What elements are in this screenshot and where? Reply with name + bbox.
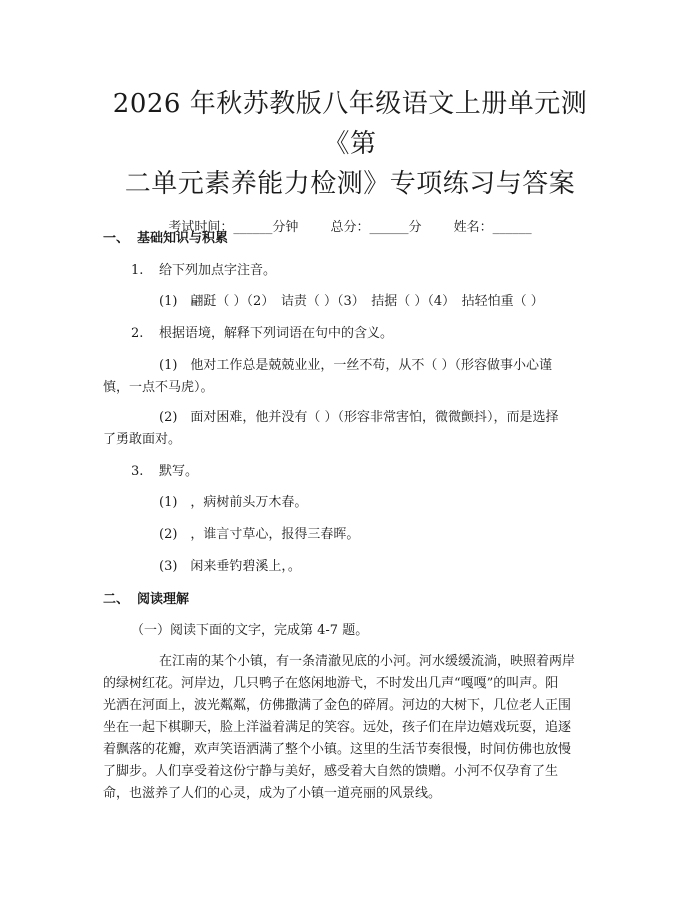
question-1-options: (1) 翩跹（ ）（2） 诘责（ ）（3） 拮据（ ）（4） 拈轻怕重（ ）: [159, 294, 544, 309]
question-2-sub-2: [103, 408, 597, 428]
passage-line-5: 着飘落的花瓣，欢声笑语洒满了整个小镇。这里的生活节奏很慢，时间仿佛也放慢: [103, 742, 572, 757]
question-3-number: 3.: [131, 464, 144, 479]
question-2-sub-1: [103, 356, 597, 376]
question-3-sub-2-text: (2) ，谁言寸草心，报得三春晖。: [159, 527, 360, 542]
question-2-sub-1-line-2: 慎，一点不马虎）。: [103, 380, 214, 395]
question-2-sub-1-cont: [103, 378, 597, 398]
title-line-2: 二单元素养能力检测》专项练习与答案: [124, 169, 576, 199]
student-name-field: 姓名：______: [453, 220, 532, 235]
section-2-title: 阅读理解: [137, 592, 190, 607]
question-2-number: 2.: [131, 326, 144, 341]
title-line-1: 2026 年秋苏教版八年级语文上册单元测《第: [112, 89, 588, 159]
exam-time-field: 考试时间：______分钟: [168, 220, 299, 235]
question-2-text: 根据语境，解释下列词语在句中的含义。: [159, 326, 394, 341]
question-2-sub-2-line-1: (2) 面对困难，他并没有（ ）（形容非常害怕，微微颤抖），而是选择: [159, 410, 559, 425]
passage-line-6: 了脚步。人们享受着这份宁静与美好，感受着大自然的馈赠。小河不仅孕育了生: [103, 764, 559, 779]
passage-line-1: 在江南的某个小镇，有一条清澈见底的小河。河水缓缓流淌，映照着两岸: [159, 654, 576, 669]
question-1-items: [103, 292, 597, 312]
question-1: [103, 261, 597, 281]
passage-line-3: 光洒在河面上，波光粼粼，仿佛撒满了金色的碎屑。河边的大树下，几位老人正围: [103, 698, 572, 713]
question-3: [103, 462, 597, 482]
passage-line-4: 坐在一起下棋聊天，脸上洋溢着满足的笑容。远处，孩子们在岸边嬉戏玩耍，追逐: [103, 720, 572, 735]
passage-line-7: 命，也滋养了人们的心灵，成为了小镇一道亮丽的风景线。: [103, 786, 442, 801]
question-1-text: 给下列加点字注音。: [159, 263, 277, 278]
reading-instructions: （一）阅读下面的文字，完成第 4-7 题。: [131, 623, 369, 638]
question-2: [103, 324, 597, 344]
passage-line-2: 的绿树红花。河岸边，几只鸭子在悠闲地游弋，不时发出几声“嘎嘎”的叫声。阳: [103, 676, 559, 691]
question-2-sub-1-line-1: (1) 他对工作总是兢兢业业，一丝不苟，从不（ ）（形容做事小心谨: [159, 358, 553, 373]
section-2-number: 二、: [103, 592, 130, 607]
question-3-sub-1-text: (1) ，病树前头万木春。: [159, 495, 308, 510]
question-2-sub-2-cont: [103, 430, 597, 450]
question-3-sub-3-text: (3) 闲来垂钓碧溪上，。: [159, 559, 301, 574]
question-1-number: 1.: [131, 263, 144, 278]
question-3-sub-1: [103, 493, 597, 513]
question-3-sub-2: [103, 525, 597, 545]
reading-passage: [103, 652, 597, 804]
document-title: [103, 0, 597, 204]
question-3-sub-3: [103, 557, 597, 577]
question-3-text: 默写。: [159, 464, 199, 479]
section-2-intro: [103, 621, 597, 641]
section-1-title: 基础知识与积累: [137, 231, 229, 246]
section-1-number: 一、: [103, 231, 130, 246]
total-score-field: 总分：______分: [330, 220, 422, 235]
section-1-heading: [103, 229, 597, 249]
section-2-heading: [103, 590, 597, 610]
question-2-sub-2-line-2: 了勇敢面对。: [103, 432, 182, 447]
